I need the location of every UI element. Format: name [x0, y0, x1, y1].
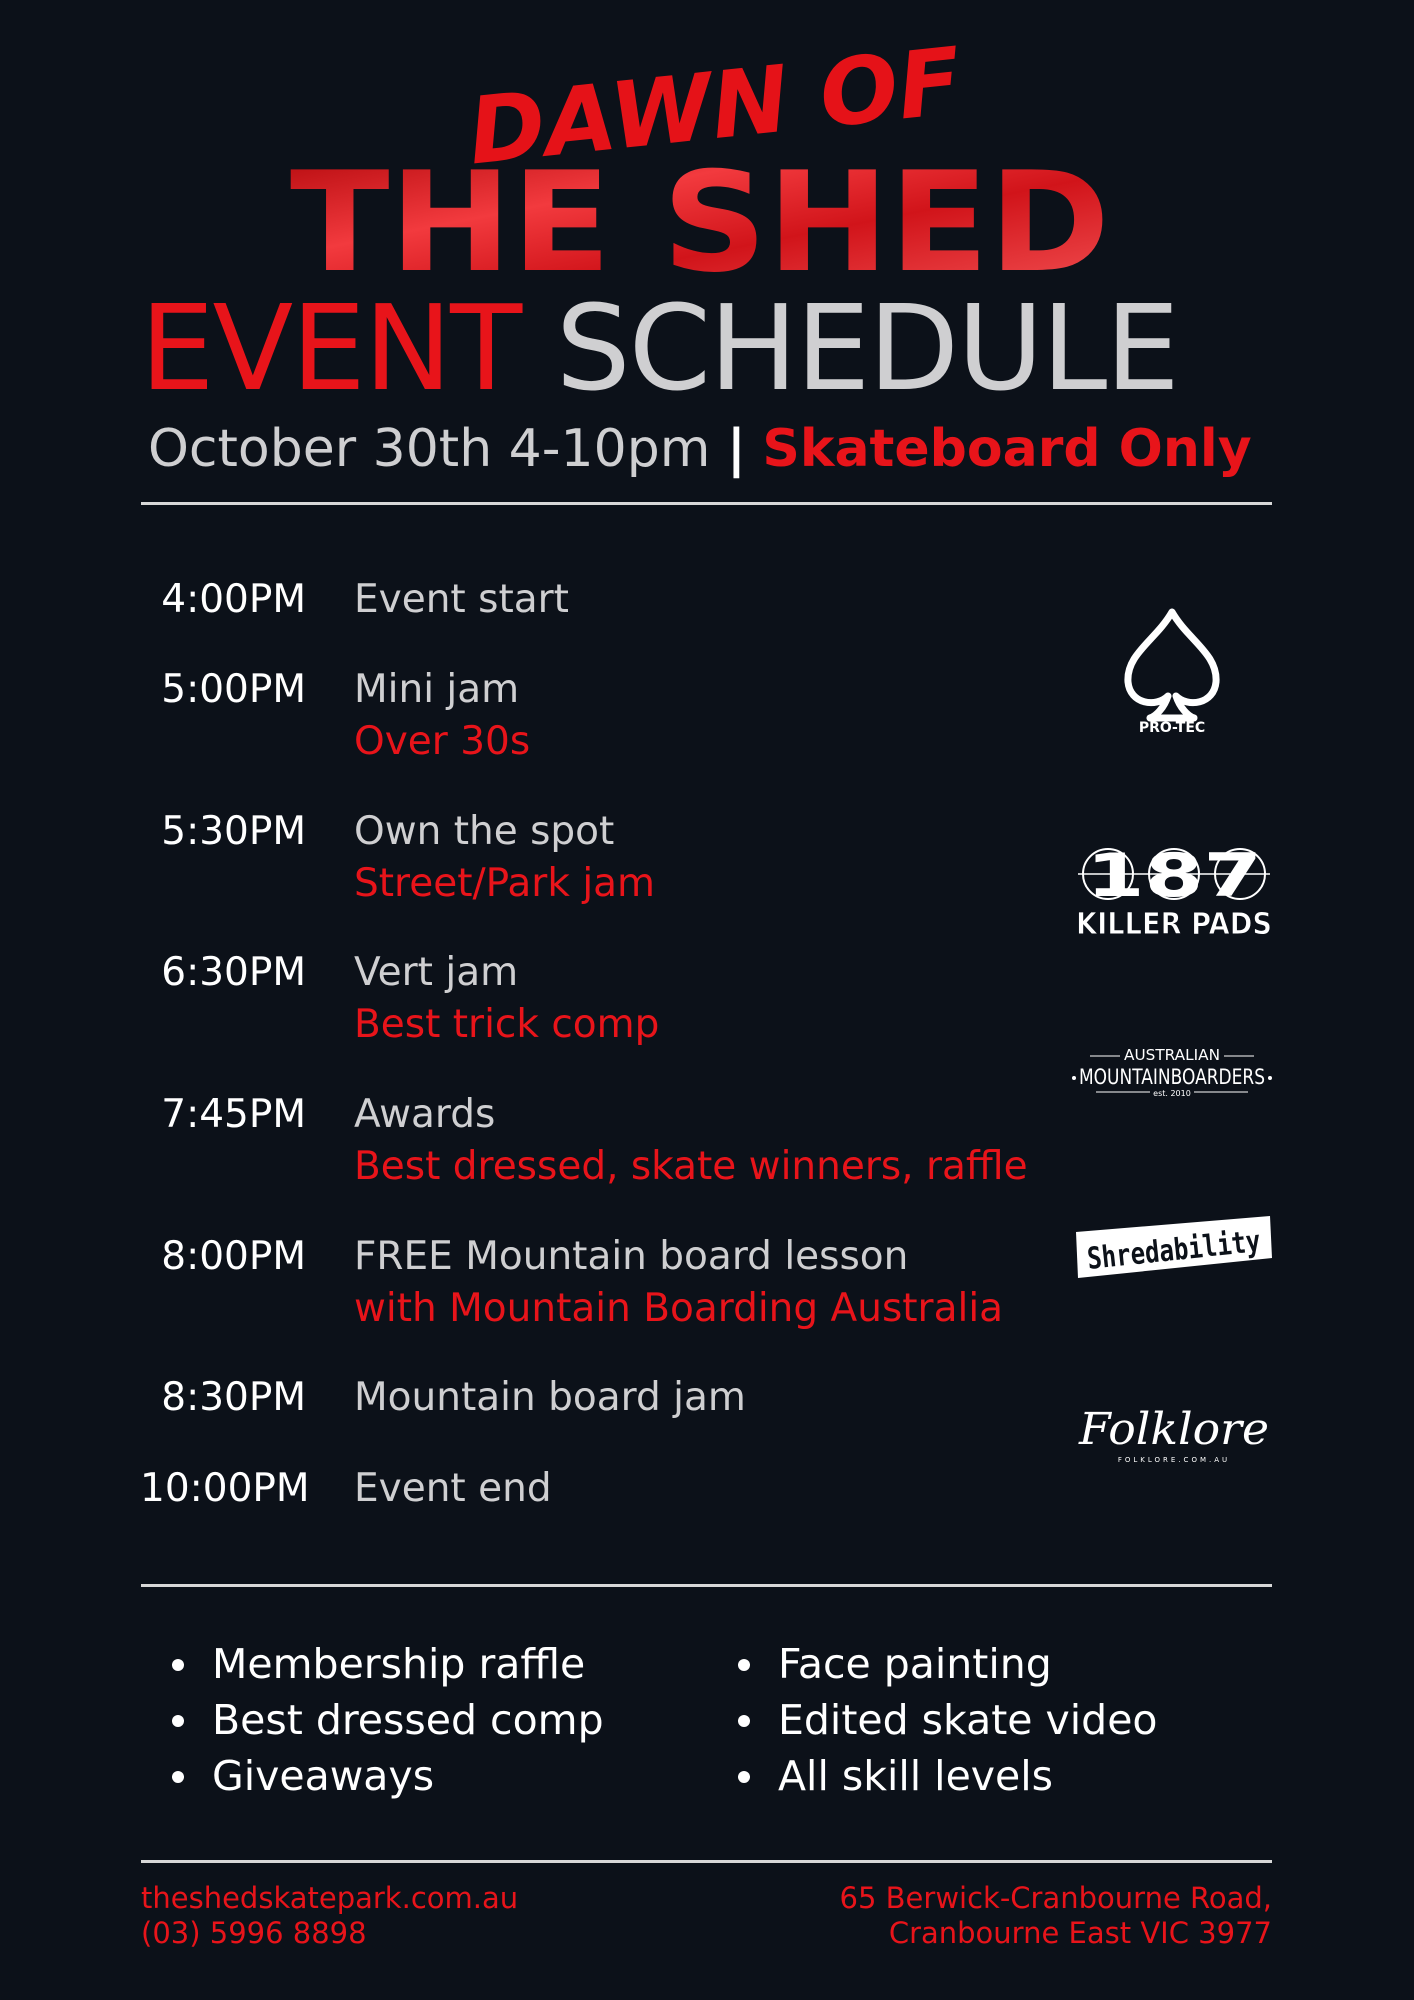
page-title [140, 278, 1280, 418]
australian-mountainboarders-logo [1070, 1042, 1274, 1102]
schedule-subtitle: Street/Park jam [354, 861, 656, 906]
folklore-url: FOLKLORE.COM.AU [1117, 1456, 1231, 1464]
spade-icon [1128, 612, 1216, 718]
features-list-left [172, 1636, 604, 1804]
event-date: October 30th 4-10pm [148, 419, 711, 479]
schedule-subtitle: with Mountain Boarding Australia [354, 1286, 1004, 1331]
killer-pads-logo [1074, 842, 1274, 940]
phone-number[interactable]: (03) 5996 8898 [141, 1916, 367, 1950]
logo-line1: DAWN OF [463, 27, 967, 186]
amb-est-label: est. 2010 [1153, 1089, 1191, 1098]
schedule-subtitle: Best trick comp [354, 1002, 660, 1047]
protec-label: PRO-TEC [1138, 720, 1206, 736]
killer-label: KILLER PADS [1076, 907, 1272, 942]
folklore-label: Folklore [1077, 1404, 1269, 1455]
schedule-time: 5:00PM [161, 667, 306, 712]
schedule-time: 4:00PM [161, 577, 306, 622]
schedule-title: Event end [354, 1466, 552, 1511]
address-line-2: Cranbourne East VIC 3977 [888, 1916, 1272, 1950]
title-event: EVENT [140, 279, 521, 417]
list-item: Giveaways [172, 1748, 604, 1804]
list-item: All skill levels [738, 1748, 1158, 1804]
divider-middle [141, 1584, 1272, 1587]
schedule-time: 8:00PM [161, 1234, 306, 1279]
schedule-title: Mini jam [354, 667, 520, 712]
list-item: Edited skate video [738, 1692, 1158, 1748]
shredability-logo [1074, 1212, 1305, 1284]
list-item: Best dressed comp [172, 1692, 604, 1748]
schedule-time: 8:30PM [161, 1375, 306, 1420]
amb-top-label: AUSTRALIAN [1124, 1046, 1220, 1064]
shredability-label: Shredability [1085, 1219, 1305, 1278]
protec-logo [1116, 606, 1228, 736]
schedule-time: 6:30PM [161, 950, 306, 995]
schedule-subtitle: Best dressed, skate winners, raffle [354, 1144, 1028, 1189]
website-link[interactable]: theshedskatepark.com.au [141, 1881, 519, 1915]
schedule-title: Awards [354, 1092, 496, 1137]
features-list-right [738, 1636, 1158, 1804]
restriction-label: Skateboard Only [762, 419, 1252, 479]
schedule-title: Own the spot [354, 809, 615, 854]
title-schedule: SCHEDULE [555, 279, 1178, 417]
event-logo [270, 27, 1130, 303]
schedule-title: Event start [354, 577, 569, 622]
divider-top [141, 502, 1272, 505]
list-item: Membership raffle [172, 1636, 604, 1692]
killer-number: 187 [1086, 841, 1262, 911]
schedule-subtitle: Over 30s [354, 719, 531, 764]
schedule-title: FREE Mountain board lesson [354, 1234, 909, 1279]
folklore-logo [1076, 1398, 1272, 1468]
separator: | [726, 419, 746, 479]
schedule-time: 7:45PM [161, 1092, 306, 1137]
schedule-title: Vert jam [354, 950, 519, 995]
list-item: Face painting [738, 1636, 1158, 1692]
address-line-1: 65 Berwick-Cranbourne Road, [839, 1881, 1272, 1915]
schedule-time: 10:00PM [140, 1466, 310, 1511]
logo-line2: THE SHED [290, 142, 1110, 303]
divider-bottom [141, 1860, 1272, 1863]
event-subtitle [148, 414, 1272, 484]
schedule-time: 5:30PM [161, 809, 306, 854]
schedule-title: Mountain board jam [354, 1375, 746, 1420]
amb-main-label: MOUNTAINBOARDERS [1079, 1065, 1265, 1089]
